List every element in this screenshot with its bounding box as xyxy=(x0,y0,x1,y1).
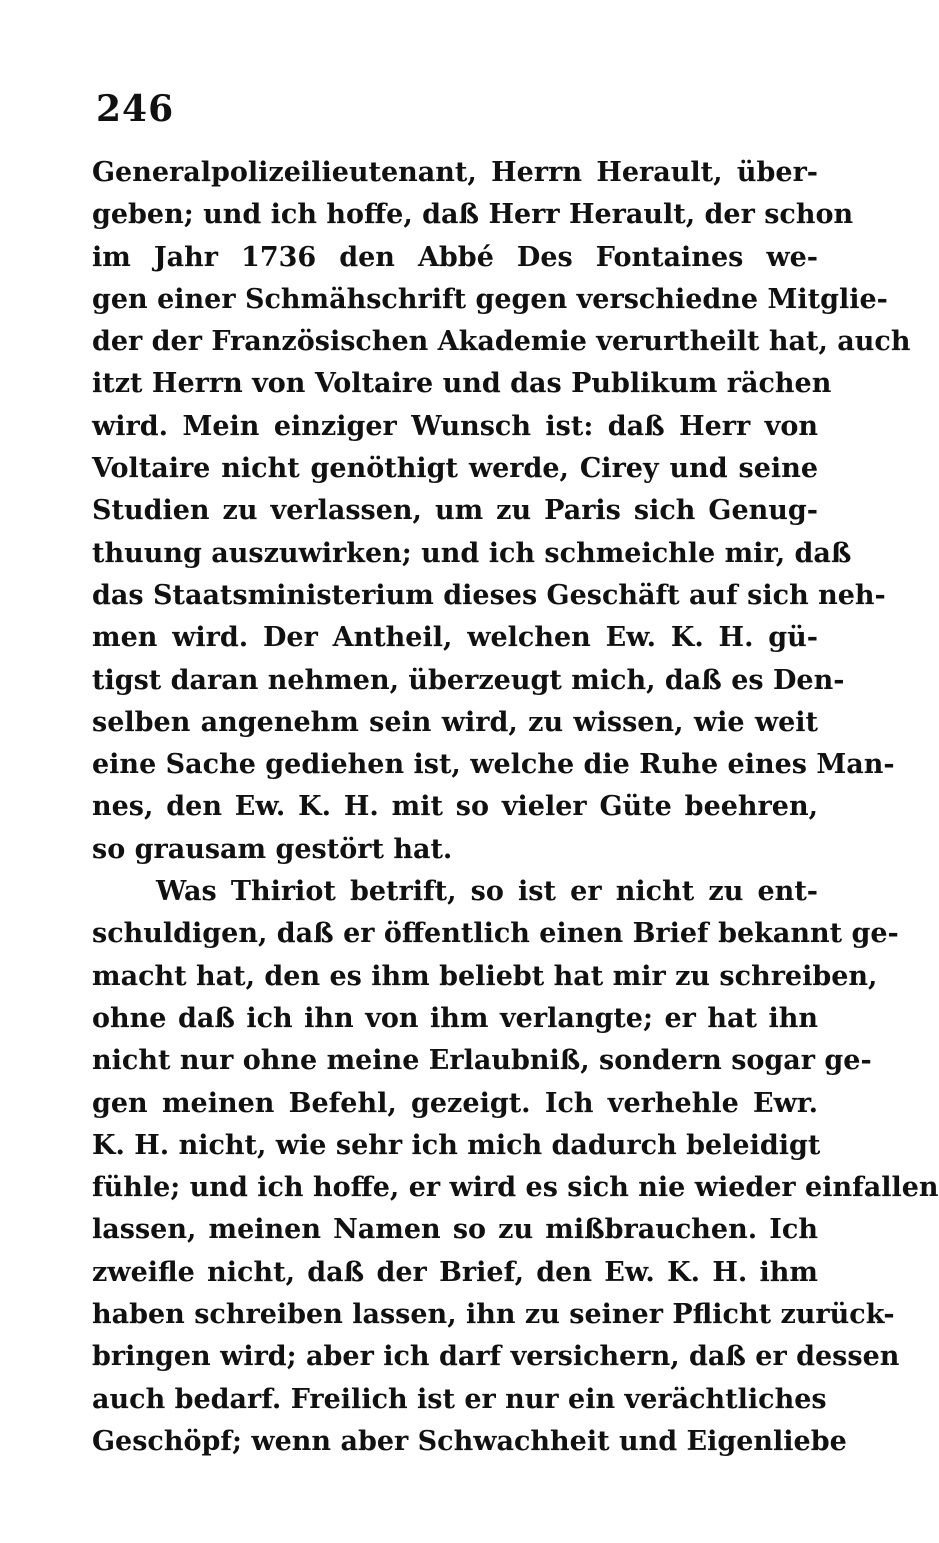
text-line: der der Französischen Akademie verurtheilt hat, auch xyxy=(92,326,911,358)
page-number: 246 xyxy=(96,88,175,130)
body-text xyxy=(92,152,939,1463)
text-line: eine Sache gediehen ist, welche die Ruhe eines Man- xyxy=(92,749,895,781)
text-line: K. H. nicht, wie sehr ich mich dadurch beleidigt xyxy=(92,1129,821,1161)
text-line: thuung auszuwirken; und ich schmeichle mir, daß xyxy=(92,537,852,569)
text-line: ohne daß ich ihn von ihm verlangte; er hat ihn xyxy=(92,1002,818,1034)
text-line: wird. Mein einziger Wunsch ist: daß Herr von xyxy=(92,410,818,442)
text-line: Geschöpf; wenn aber Schwachheit und Eigenliebe xyxy=(92,1425,847,1457)
text-line: schuldigen, daß er öffentlich einen Brief bekannt ge- xyxy=(92,918,899,950)
text-line: gen einer Schmähschrift gegen verschiedne Mitglie- xyxy=(92,283,888,315)
text-line: haben schreiben lassen, ihn zu seiner Pflicht zurück- xyxy=(92,1299,895,1331)
paragraph-end-line: so grausam gestört hat. xyxy=(92,833,453,865)
text-line: fühle; und ich hoffe, er wird es sich nie wieder einfallen xyxy=(92,1172,939,1204)
text-line: nes, den Ew. K. H. mit so vieler Güte beehren, xyxy=(92,791,818,823)
text-line: Studien zu verlassen, um zu Paris sich Genug- xyxy=(92,495,818,527)
text-line: macht hat, den es ihm beliebt hat mir zu schreiben, xyxy=(92,960,878,992)
text-line: zweifle nicht, daß der Brief, den Ew. K. H. ihm xyxy=(92,1256,818,1288)
text-line: men wird. Der Antheil, welchen Ew. K. H. gü- xyxy=(92,622,818,654)
text-line: geben; und ich hoffe, daß Herr Herault, der schon xyxy=(92,199,854,231)
text-line: Voltaire nicht genöthigt werde, Cirey und seine xyxy=(92,453,818,485)
text-line: tigst daran nehmen, überzeugt mich, daß es Den- xyxy=(92,664,845,696)
text-line: itzt Herrn von Voltaire und das Publikum rächen xyxy=(92,368,832,400)
text-line: bringen wird; aber ich darf versichern, daß er dessen xyxy=(92,1341,900,1373)
text-line: lassen, meinen Namen so zu mißbrauchen. Ich xyxy=(92,1214,818,1246)
text-line: im Jahr 1736 den Abbé Des Fontaines we- xyxy=(92,241,818,273)
text-line: gen meinen Befehl, gezeigt. Ich verhehle Ewr. xyxy=(92,1087,818,1119)
text-line: nicht nur ohne meine Erlaubniß, sondern sogar ge- xyxy=(92,1045,872,1077)
text-line: das Staatsministerium dieses Geschäft auf sich neh- xyxy=(92,579,886,611)
text-line: auch bedarf. Freilich ist er nur ein verächtliches xyxy=(92,1383,827,1415)
text-line: selben angenehm sein wird, zu wissen, wie weit xyxy=(92,706,818,738)
text-line: Generalpolizeilieutenant, Herrn Herault, über- xyxy=(92,157,818,188)
paragraph-start-line: Was Thiriot betrift, so ist er nicht zu ent- xyxy=(156,876,818,908)
